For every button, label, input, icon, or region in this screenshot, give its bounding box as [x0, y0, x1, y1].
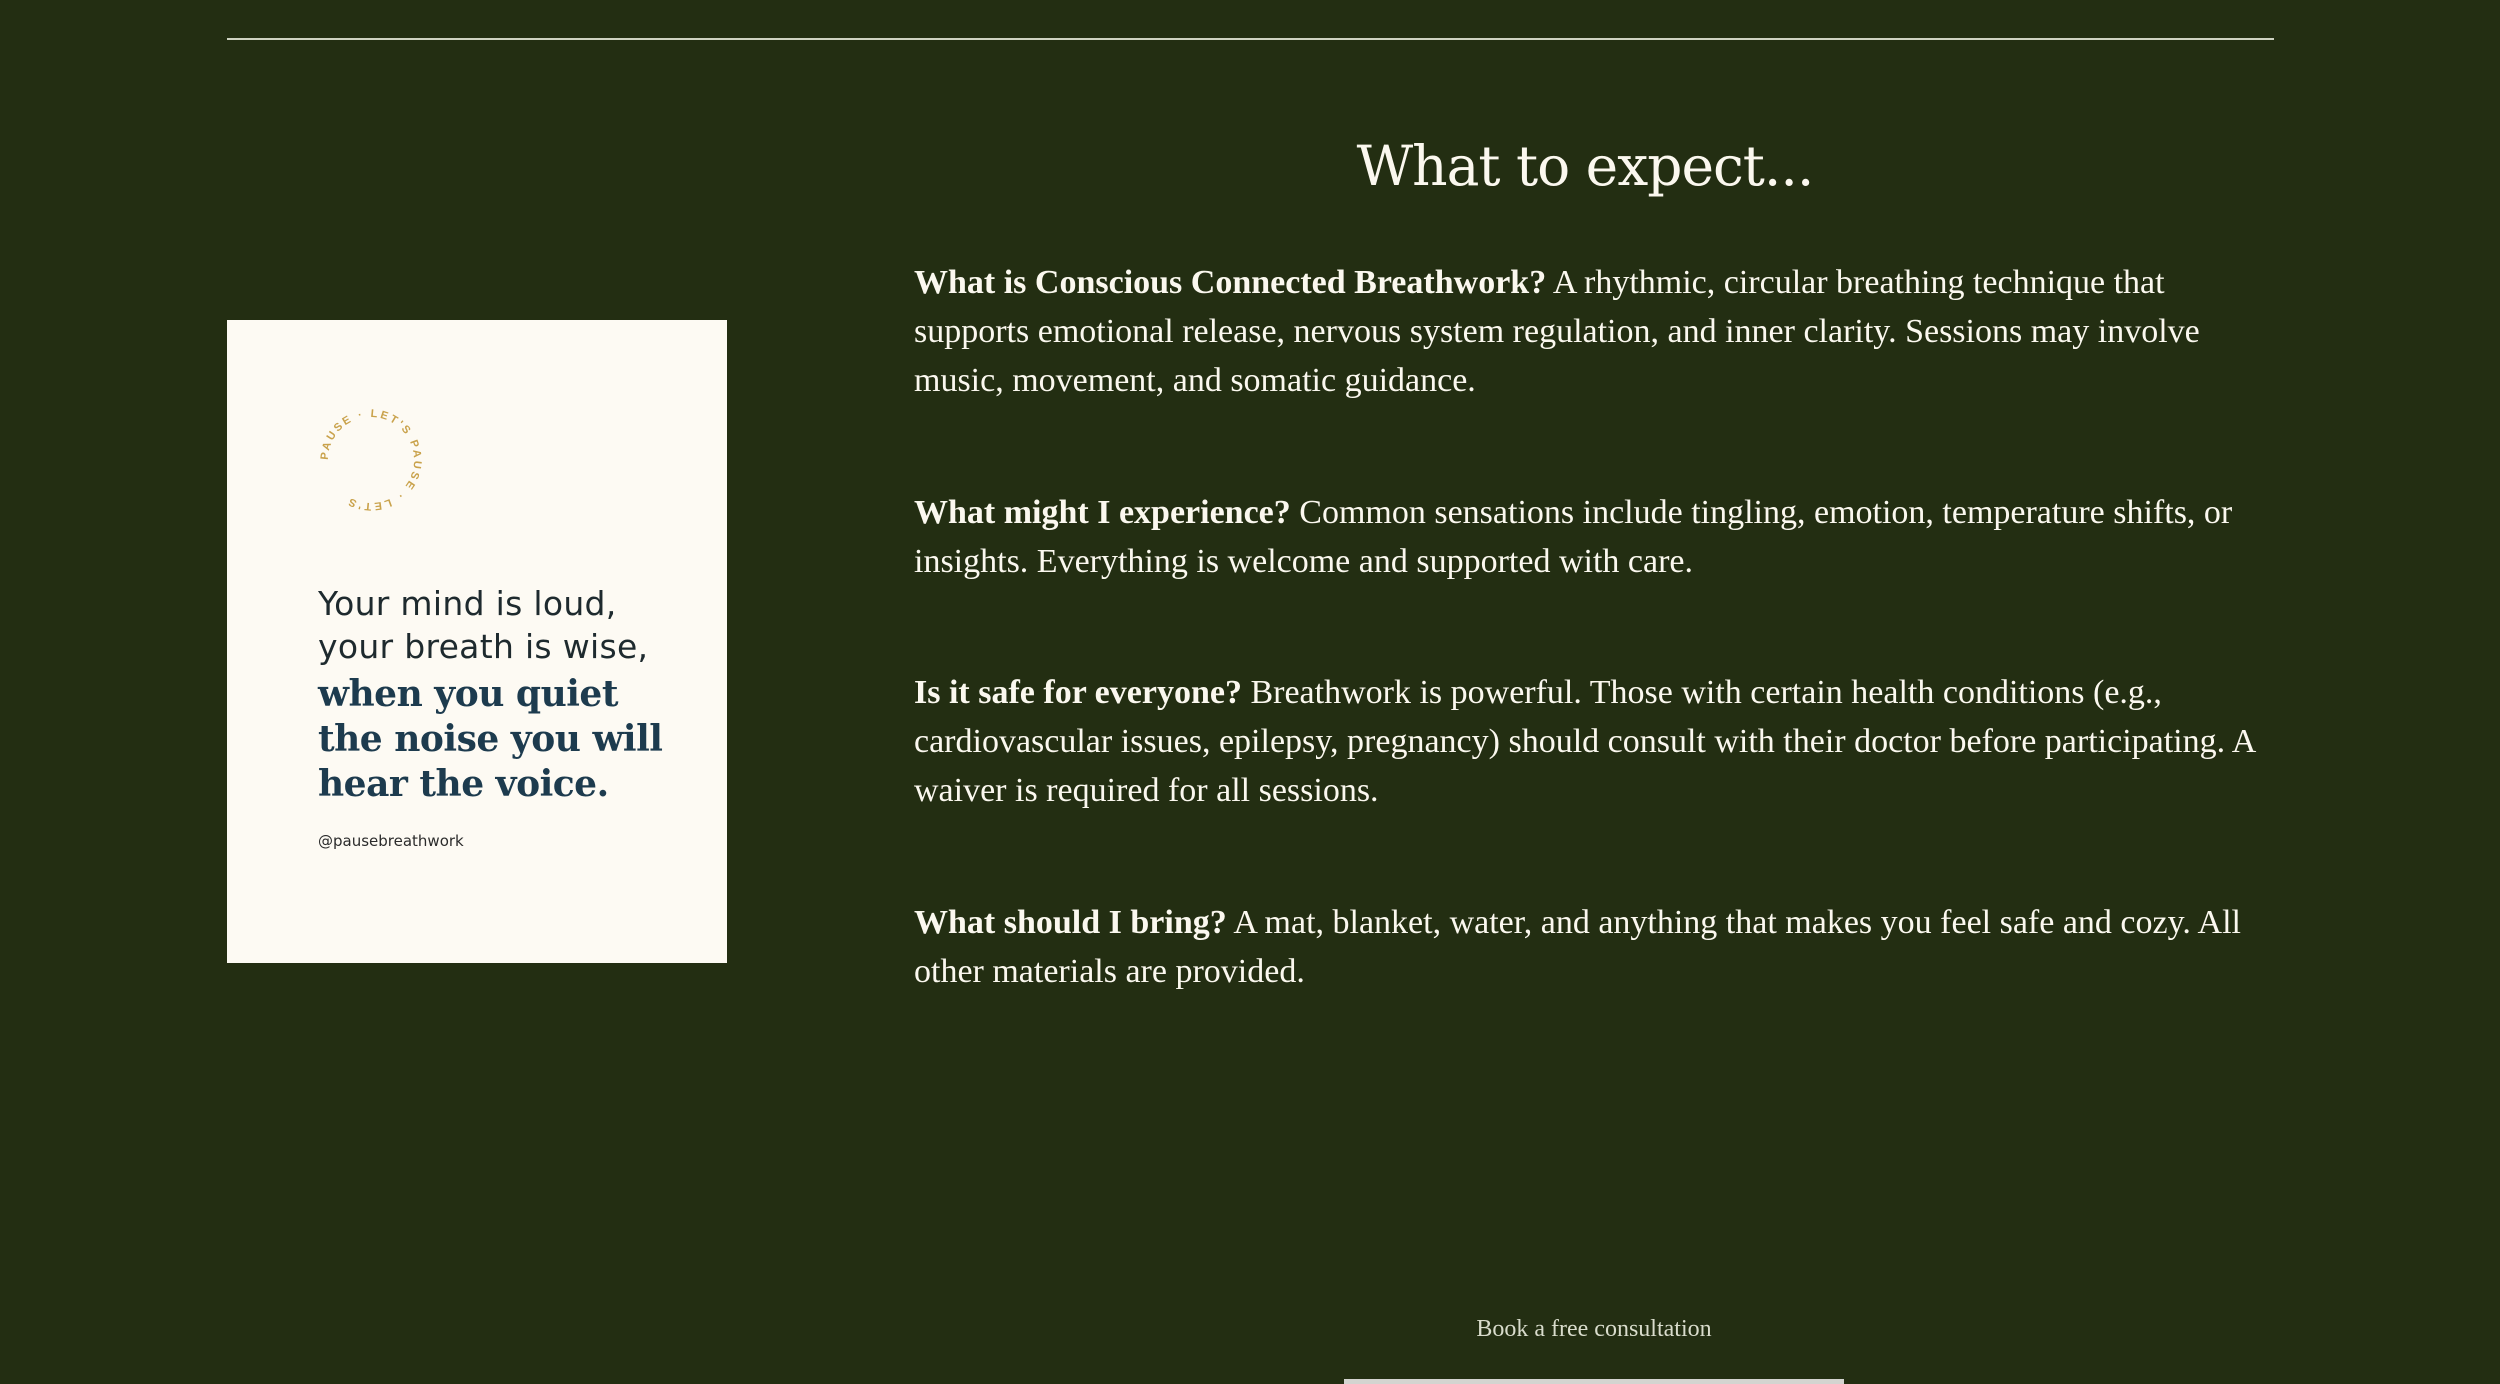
faq-question: What might I experience?	[914, 494, 1291, 531]
faq-question: Is it safe for everyone?	[914, 674, 1242, 711]
book-consultation-link[interactable]: Book a free consultation	[1476, 1316, 1712, 1342]
quote-line-2: your breath is wise,	[318, 627, 649, 666]
faq-answer: A rhythmic, circular breathing technique that supports emotional release, nervous system regulation, and inner clarity. Sessions may involve music, movement, and somatic guidance.	[914, 264, 2200, 399]
faq-item	[914, 488, 2274, 586]
faq-answer: Common sensations include tingling, emotion, temperature shifts, or insights. Everything is welcome and supported with care.	[914, 494, 2233, 580]
quote-handle: @pausebreathwork	[318, 832, 464, 850]
quote-line-1: Your mind is loud,	[318, 584, 617, 623]
quote-bold-line-2: the noise you will	[318, 718, 663, 760]
faq-item	[914, 668, 2274, 815]
faq-item	[914, 258, 2274, 405]
quote-bold-line-3: hear the voice.	[318, 763, 609, 805]
svg-text:PAUSE · LET'S PAUSE · LET'S	[319, 408, 423, 512]
quote-text	[318, 582, 698, 807]
seal-text: PAUSE · LET'S PAUSE · LET'S	[318, 407, 424, 513]
faq-question: What is Conscious Connected Breathwork?	[914, 264, 1547, 301]
faq-item	[914, 898, 2274, 996]
quote-bold-line-1: when you quiet	[318, 673, 618, 715]
top-divider	[227, 38, 2274, 40]
lets-pause-seal-icon	[316, 405, 426, 515]
faq-answer: A mat, blanket, water, and anything that makes you feel safe and cozy. All other materials are provided.	[914, 904, 2241, 990]
quote-card-image	[227, 320, 727, 963]
book-consultation-button[interactable]	[1344, 1379, 1844, 1384]
faq-answer: Breathwork is powerful. Those with certain health conditions (e.g., cardiovascular issues, epilepsy, pregnancy) should consult with their doctor before participating. A waiver is required for all sessions.	[914, 674, 2255, 809]
section-title: What to expect...	[1356, 134, 1814, 198]
faq-question: What should I bring?	[914, 904, 1227, 941]
